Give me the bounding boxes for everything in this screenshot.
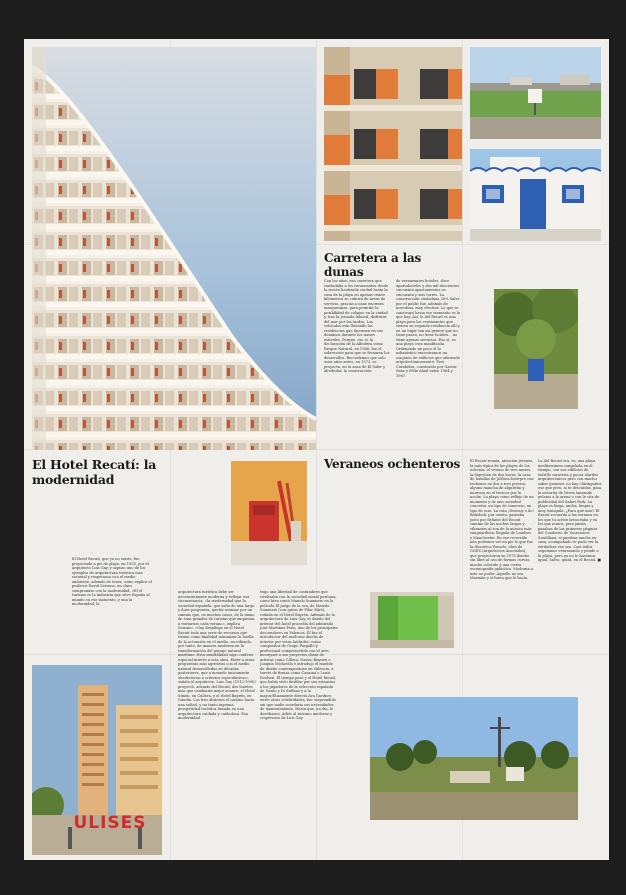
newspaper-sheet [24,39,609,860]
article-title-dunas: Carretera a las dunas [324,251,422,279]
photo-blue-bin [494,289,578,409]
photo-orange-facade [324,47,462,241]
photo-red-chairs [231,461,307,565]
article-title-veraneos: Veraneos ochenteros [324,457,461,471]
article-body-hotel-col1: El Hotel Recatí, que ya no existe, fue proyectado a pie de playa, en 1955, por el arquitecto Luis Gay, y supuso uno de los ejemplos de arquitectura turística más racional y respetuosa con el medio ambiente, además de tener, como explica el profesor David Serrano, un claro compromiso con la modernidad. «El el turismo es la industria que sitve España al mundo en ese momento, y una la modernidad, la [72,557,152,606]
photo-green-wall [370,592,454,648]
photo-diagonal-building [32,47,316,450]
article-body-dunas-col2: de veraneantes hoteles, doce apartahoteles y dos mil doscientos cincuenta apartamentos en cincuenta y seis torres. La construcción ciudadana 35% Saler por el public fue, además de novedosa, muy efectiva. Lo que se construyó hasta ese momento es lo que hay. Así, la del Recatí es una playa para los veraneantes que vienen su segunda residencia allí y en un lugar tan así genere que no tiene paseo, no tiene hoteles... no tiene apenas servicios. Eso sí, es una playa cera maníficada. Ordenando un poco el lo urbanístico encontramos un conjunto de edificios que adornado arquitectónicamente: Tres Carabelas, construido por García-Sanz y Félix Abad entre 1964 y 1967. [396,279,461,378]
article-title-hotel: El Hotel Recatí: la modernidad [32,457,157,487]
article-body-hotel-col3: trajo una libertad de costumbres que rivalizaba con la sociedad moral puritana, como bien contó Manolo Summers en la película El juego de la oca, de Manolo Summers (con guion de Pilar Miró), rodada en el Hotel Bayrén. Además de la arquitectura de Luis Gay, el diseño del interior del hotel procedía del admirado José Martínez Peris, uno de los principales decoradores en Valencia. Él fue el introductor del moderno diseño de interior por estas latitudes: como compositor de Grupo Parpalló y profesional comprometido con el arte, incorporó a sus proyectos obras de artistas como Cillero, Nassio Bayarri o Joaquín Michavila e introdujo el mueble de diseño contemporáneo en Valencia, a través de firmas como Casaina o Louis Poulsen. El tiempo pasó y el Hotel Recatí, que había visto desfilar por sus estancias a los jugadores de la selección española de Gento y Di Stéfano y a la mayor/Elizamente directa Ava Gardner, entre otras celebridades, fue sorprendido sin que nadie acordaría sus necesidades de mantenimiento. Hasta que, un día, lo derribaron. Adiós al turismo moderno y respetuoso de Luis Gay. [260,590,338,720]
article-body-veraneos-col2: La del Recatí era, es, una playa mediterránea congelada en el tiempo, con sus edificios de ladrillo caravista y pocos alardes arquitectónicos pero con mucho saber genuino: no hay chiringuitos ese que pero, si te descuidas, pasa la señorita de Nivea lanzando pelotas a la arena o con le cita de publicidad del Safari Park. La playa es larga, ancha, limpia y muy tranquila. ¿Para qué más? El Recatí recuerda a los veranos en los que tu aceite bronceaba y en los que nunca, pero jamás, pasabas de las primeras páginas del Cuaderno de Vacaciones Santillana: si parabas mucho en casa, acompañado se pudo ver la verdadera eso sea. Casi todos seguíamos veraneando y pende a la playa, pero ya no lo hacemos igual. Salvo, quizá, en el Recatí. ■ [538,459,602,562]
photo-field [470,47,601,139]
article-body-veraneos-col1: El Recatí reunía, atención jóvenes, la más típica de las playas de los ochenta: el verano de tres meses, la digestión de dos horas, la caza de batallas de Joëlsea-Interpre con techones en dos a tres precios, alguna mancha de alquitrán y morrosa en el frescor por la noche. La playa como reflejo de un momento y de una sociedad concreta: un tipo de comercio, un tipo de ocio. La ruta ¡Destroy o do! Bahobob, por ciento, paseaba justo por delante del Recatí camino de las noches largas y vibrantes al son de la música más vanguardista: llegada de Londres y Manchester. En ese recorrido aún podemos ver en pie lo que fue la discoteca Pomelo, obra de GOES (Arquitectos Asociados), que proyectaron en 1970 diseño sin libre al uso de formas curvas, mucho colorido y una cierta escenografía galáctica. Moderna a más no poder. Aquello no era Marmita y sí fuera que le hacía. [470,459,534,580]
photo-white-house [470,149,601,241]
ulises-sign: ULISES [73,813,147,833]
article-body-dunas-col1: Con los años, esa carretera que trasladaba a los veraneantes desde la recién bautizada ciudad hasta la casa de la playa en apenas veinte kilómetros se cubrirá de áreas de servicio, gracias a unas enormes marquesinas, para permitir la posibilidad de colapso en la ciudad y, tras la jornada laboral, disfrutar del mar por las tardes. Los vehículos irán llenando las residencias que duermen en sus dominios durante los meses estivales. Porque, eso sí, la declaración de la Albufera como Parque Natural, en 1986, fue el sobrecoste para que se frenaran los desarrollos. Recordemos que solo unos años antes, en 1973, se proyecta, en la zona de El Saler y alrededor, la construcción [324,279,390,373]
photo-ulises-tower [32,665,162,855]
photo-palm-landscape [370,697,578,820]
article-body-hotel-col2: arquitectura turística debe ser necesariamente moderna y reflejar esa circunstancia, «la modernidad que la sociedad española, que salía de una larga y dura posguerra, quería avanzar por un camino que, en muchos casos, de la mano de esas grandes de turistas que empiezan a visitarnos cada verano», explica Serrano. «Gay despliega en el Hotel Recatí toda una serie de recursos que tienen como finalidad minimizar la huella de la actuación en el medio, sucediendo, por tanto, de manera moderna en la transformación del paisaje natural marítimo. Esta sensibilidad supo conferir especial interés a esta obra. Entre a otras propuestas más agresivas con el medio natural desarrolladas en décadas posteriores, que a menudo únicamente obedecieron a criterios especulativos», señala el arquitecto. Luis Gay (1912-1990) proyectó, además del Recatí, dos hoteles más que cambiaría mejor avance: el Hotel Simón, en Cullera, y el Hotel Bayrén, en Gandía. Los tres abrieron el camino hacia una soltad, y un tanto ingenua, prosperidad turística basada en una arquitectura cuidada y cuidadosa. Esa modernidad [178,590,256,720]
